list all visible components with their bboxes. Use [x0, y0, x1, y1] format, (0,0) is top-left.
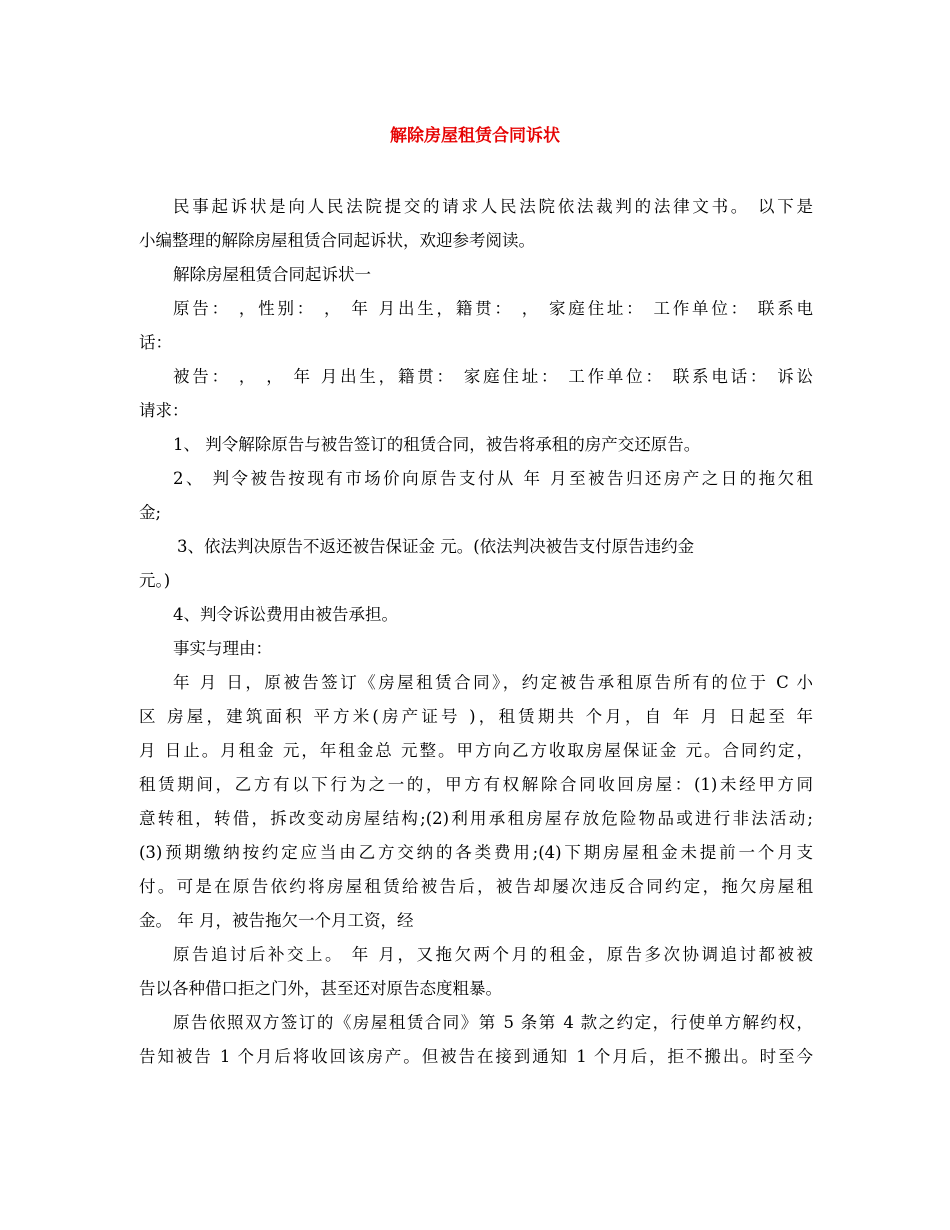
paragraph-line: 元。)	[139, 571, 171, 590]
paragraph-line: 区 房屋，建筑面积 平方米(房产证号 )，租赁期共 个月，自 年 月 日起至 年	[139, 707, 813, 726]
paragraph-line: 意转租，转借，拆改变动房屋结构;(2)利用承租房屋存放危险物品或进行非法活动;	[139, 809, 813, 828]
paragraph-line: 告以各种借口拒之门外，甚至还对原告态度粗暴。	[139, 979, 502, 998]
paragraph-line: 付。可是在原告依约将房屋租赁给被告后，被告却屡次违反合同约定，拖欠房屋租	[139, 877, 813, 896]
claim-item: 1、 判令解除原告与被告签订的租赁合同，被告将承租的房产交还原告。	[173, 435, 701, 454]
paragraph-line: 民事起诉状是向人民法院提交的请求人民法院依法裁判的法律文书。 以下是	[173, 197, 813, 216]
document-body	[139, 190, 813, 1074]
paragraph-line: 告知被告 1 个月后将收回该房产。但被告在接到通知 1 个月后，拒不搬出。时至今	[139, 1047, 813, 1066]
paragraph-line: 被告： ， ， 年 月出生，籍贯： 家庭住址： 工作单位： 联系电话： 诉讼	[173, 367, 813, 386]
paragraph-line: 原告追讨后补交上。 年 月，又拖欠两个月的租金，原告多次协调追讨都被被	[173, 945, 813, 964]
paragraph-line: 原告依照双方签订的《房屋租赁合同》第 5 条第 4 款之约定，行使单方解约权，	[173, 1013, 813, 1032]
paragraph-line: 小编整理的解除房屋租赁合同起诉状，欢迎参考阅读。	[139, 231, 535, 250]
paragraph-line: (3)预期缴纳按约定应当由乙方交纳的各类费用;(4)下期房屋租金未提前一个月支	[139, 843, 813, 862]
section-heading: 解除房屋租赁合同起诉状一	[173, 265, 371, 284]
claim-item: 3、依法判决原告不返还被告保证金 元。(依法判决被告支付原告违约金	[177, 537, 695, 556]
paragraph-line: 请求：	[139, 401, 189, 420]
paragraph-line: 租赁期间，乙方有以下行为之一的，甲方有权解除合同收回房屋：(1)未经甲方同	[139, 775, 813, 794]
document-title: 解除房屋租赁合同诉状	[390, 126, 560, 146]
paragraph-line: 金。 年 月，被告拖欠一个月工资，经	[139, 911, 414, 930]
paragraph-line: 话：	[139, 333, 172, 352]
claim-item: 4、判令诉讼费用由被告承担。	[173, 605, 398, 624]
claim-item: 2、 判令被告按现有市场价向原告支付从 年 月至被告归还房产之日的拖欠租	[173, 469, 813, 488]
paragraph-line: 月 日止。月租金 元，年租金总 元整。甲方向乙方收取房屋保证金 元。合同约定，	[139, 741, 813, 760]
paragraph-line: 金;	[139, 503, 162, 522]
section-heading: 事实与理由：	[173, 639, 272, 658]
paragraph-line: 原告： ，性别： ， 年 月出生，籍贯： ， 家庭住址： 工作单位： 联系电	[173, 299, 813, 318]
paragraph-line: 年 月 日，原被告签订《房屋租赁合同》，约定被告承租原告所有的位于 C 小	[173, 673, 813, 692]
